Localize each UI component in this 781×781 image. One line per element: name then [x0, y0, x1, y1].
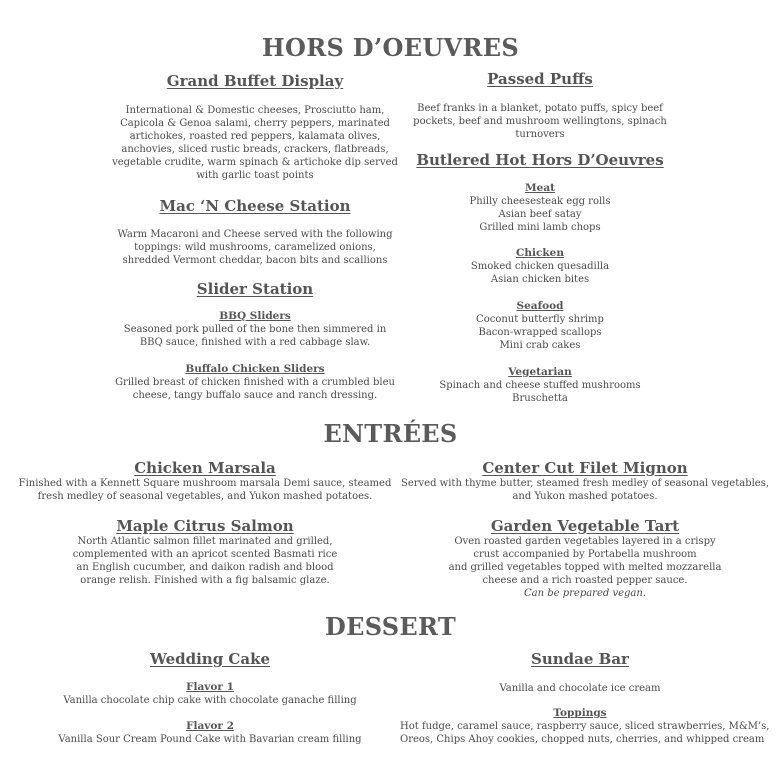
text-line: Asian beef satay — [498, 209, 582, 220]
text-line: BBQ sauce, finished with a red cabbage slaw. — [139, 337, 371, 348]
maple-salmon-title: Maple Citrus Salmon — [116, 517, 294, 535]
meat-title: Meat — [525, 182, 555, 194]
chicken-block — [390, 247, 690, 286]
flavor-2-block — [40, 720, 380, 746]
toppings-title: Toppings — [553, 707, 607, 719]
vegetable-tart-title: Garden Vegetable Tart — [490, 517, 680, 535]
text-line: Capicola & Genoa salami, cherry peppers, marinated — [120, 118, 390, 129]
chicken-marsala-block — [10, 459, 400, 503]
text-line: Smoked chicken quesadilla — [470, 261, 610, 272]
sundae-bar-title: Sundae Bar — [531, 650, 629, 668]
chicken-marsala-title: Chicken Marsala — [134, 459, 276, 477]
text-line: Coconut butterfly shrimp — [476, 314, 604, 325]
butlered-title: Butlered Hot Hors D’Oeuvres — [416, 151, 664, 169]
text-line: an English cucumber, and daikon radish and blood — [76, 562, 334, 573]
text-line: Spinach and cheese stuffed mushrooms — [439, 380, 641, 391]
seafood-title: Seafood — [516, 300, 564, 312]
maple-salmon-block — [50, 517, 360, 587]
vegan-note: Can be prepared vegan. — [523, 588, 647, 599]
text-line: toppings: wild mushrooms, caramelized onions, — [134, 242, 376, 253]
section-title-dessert: DESSERT — [324, 612, 457, 641]
text-line: North Atlantic salmon fillet marinated and grilled, — [77, 536, 333, 547]
text-line: fresh medley of seasonal vegetables, and Yukon mashed potatoes. — [37, 491, 373, 502]
passed-puffs-description — [390, 102, 690, 141]
buffalo-sliders-title: Buffalo Chicken Sliders — [185, 363, 325, 375]
text-line: pockets, beef and mushroom wellingtons, spinach — [413, 116, 667, 127]
meat-block — [390, 182, 690, 234]
mac-cheese-block — [100, 197, 410, 215]
section-title-entrees: ENTRÉES — [323, 419, 458, 448]
text-line: Vanilla Sour Cream Pound Cake with Bavarian cream filling — [58, 734, 362, 745]
text-line: Grilled mini lamb chops — [479, 222, 601, 233]
text-line: anchovies, sliced rustic breads, crackers, flatbreads, — [121, 144, 389, 155]
text-line: with garlic toast points — [196, 170, 314, 181]
text-line: Vanilla chocolate chip cake with chocolate ganache filling — [63, 695, 357, 706]
text-line: artichokes, roasted red peppers, kalamata olives, — [129, 131, 381, 142]
butlered-block — [390, 151, 690, 169]
text-line: cheese and a rich roasted pepper sauce. — [482, 575, 688, 586]
text-line: Warm Macaroni and Cheese served with the following — [117, 229, 393, 240]
slider-station-title: Slider Station — [196, 280, 314, 298]
section-title-hors-doeuvres: HORS D’OEUVRES — [262, 33, 519, 62]
text-line: complemented with an apricot scented Basmati rice — [72, 549, 338, 560]
text-line: Oreos, Chips Ahoy cookies, chopped nuts, cherries, and whipped cream — [400, 734, 765, 745]
slider-station-block — [100, 280, 410, 298]
wedding-cake-block — [60, 650, 360, 668]
text-line: Grilled breast of chicken finished with a crumbled bleu — [115, 377, 395, 388]
text-line: Finished with a Kennett Square mushroom marsala Demi sauce, steamed — [18, 478, 392, 489]
text-line: Bruschetta — [512, 393, 568, 404]
passed-puffs-title: Passed Puffs — [487, 70, 593, 88]
text-line: shredded Vermont cheddar, bacon bits and scallions — [122, 255, 388, 266]
text-line: Asian chicken bites — [490, 274, 590, 285]
text-line: and grilled vegetables topped with melted mozzarella — [448, 562, 722, 573]
bbq-sliders-title: BBQ Sliders — [219, 310, 291, 322]
chicken-title: Chicken — [516, 247, 564, 259]
vegetable-tart-block — [430, 517, 740, 600]
text-line: and Yukon mashed potatoes. — [512, 491, 658, 502]
text-line: Beef franks in a blanket, potato puffs, spicy beef — [417, 103, 663, 114]
wedding-cake-title: Wedding Cake — [149, 650, 271, 668]
text-line: Oven roasted garden vegetables layered in a crispy — [454, 536, 716, 547]
text-line: Philly cheesesteak egg rolls — [469, 196, 611, 207]
passed-puffs-block — [390, 70, 690, 88]
grand-buffet-block — [100, 72, 410, 90]
flavor-2-title: Flavor 2 — [186, 720, 234, 732]
text-line: turnovers — [515, 129, 565, 140]
vegetarian-block — [390, 366, 690, 405]
toppings-block — [400, 707, 770, 746]
text-line: crust accompanied by Portabella mushroom — [473, 549, 697, 560]
text-line: Vanilla and chocolate ice cream — [499, 683, 661, 694]
bbq-sliders-block — [100, 310, 410, 349]
grand-buffet-title: Grand Buffet Display — [166, 72, 344, 90]
text-line: cheese, tangy buffalo sauce and ranch dressing. — [132, 390, 378, 401]
flavor-1-title: Flavor 1 — [186, 681, 234, 693]
text-line: Bacon-wrapped scallops — [478, 327, 602, 338]
text-line: Hot fudge, caramel sauce, raspberry sauce, sliced strawberries, M&M’s, — [400, 721, 770, 732]
text-line: Seasoned pork pulled of the bone then simmered in — [123, 324, 387, 335]
text-line: vegetable crudite, warm spinach & artichoke dip served — [112, 157, 398, 168]
mac-cheese-description — [100, 228, 410, 267]
buffalo-sliders-block — [100, 363, 410, 402]
text-line: Mini crab cakes — [499, 340, 581, 351]
seafood-block — [390, 300, 690, 352]
mac-cheese-title: Mac ‘N Cheese Station — [159, 197, 351, 215]
text-line: orange relish. Finished with a fig balsamic glaze. — [80, 575, 330, 586]
vegetarian-title: Vegetarian — [508, 366, 572, 378]
flavor-1-block — [40, 681, 380, 707]
filet-mignon-title: Center Cut Filet Mignon — [482, 459, 688, 477]
sundae-bar-block — [430, 650, 730, 668]
text-line: International & Domestic cheeses, Prosciutto ham, — [125, 105, 385, 116]
sundae-bar-description — [430, 682, 730, 695]
grand-buffet-description — [100, 104, 410, 182]
filet-mignon-block — [390, 459, 780, 503]
text-line: Served with thyme butter, steamed fresh medley of seasonal vegetables, — [400, 478, 770, 489]
